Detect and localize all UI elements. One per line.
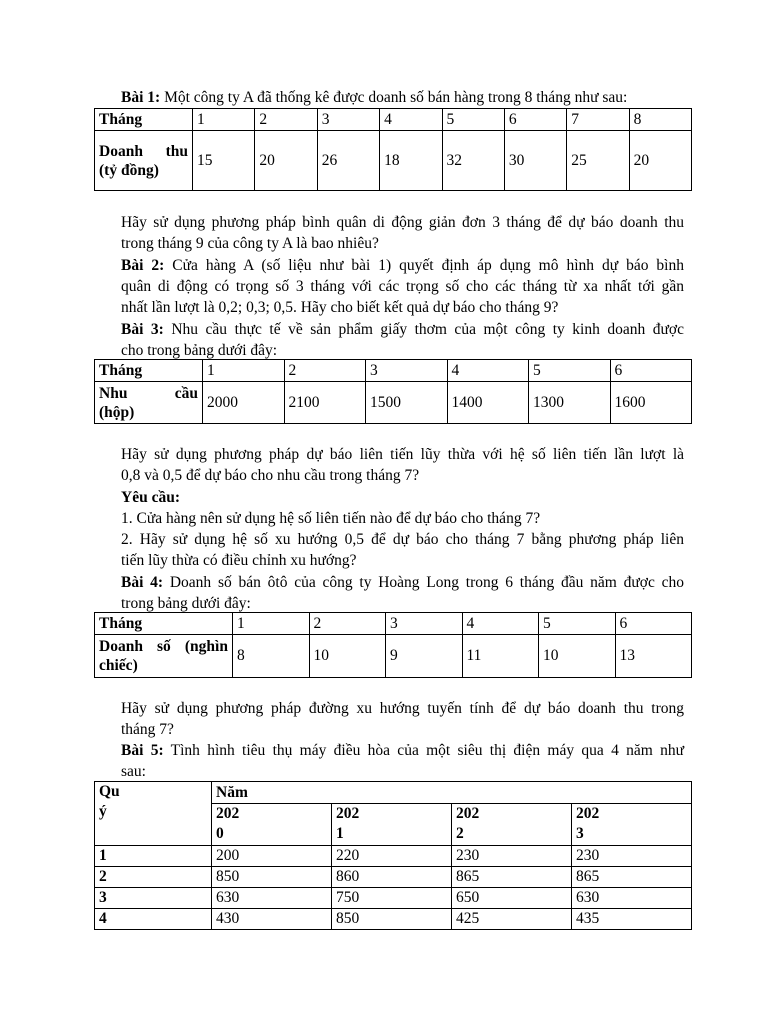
bai5-year (452, 804, 572, 846)
bai5-value: 220 (332, 846, 452, 867)
bai5-value: 230 (452, 846, 572, 867)
bai5-value: 630 (572, 888, 692, 909)
bai2-line1 (121, 255, 684, 276)
bai4-month: 5 (539, 613, 616, 635)
bai1-intro (121, 87, 691, 108)
bai1-value: 18 (380, 131, 442, 191)
bai5-value: 850 (212, 867, 332, 888)
bai3-line2: cho trong bảng dưới đây: (121, 342, 278, 359)
bai5-value: 430 (212, 909, 332, 930)
bai5-value: 850 (332, 909, 452, 930)
bai3-heading: Bài 3: (121, 321, 164, 338)
bai3-value: 2000 (203, 382, 285, 424)
bai3-requirements-heading: Yêu cầu: (121, 489, 180, 506)
bai3-value: 1400 (447, 382, 529, 424)
bai4-value: 8 (233, 635, 310, 678)
bai4-heading: Bài 4: (121, 574, 164, 591)
bai4-question-line2: tháng 7? (121, 721, 174, 738)
bai4-row2-label (95, 635, 233, 678)
bai1-row2-label-c: (tỷ đồng) (99, 161, 159, 179)
bai3-requirement-2-line1: 2. Hãy sử dụng hệ số xu hướng 0,5 để dự báo cho tháng 7 bằng phương pháp liên (121, 531, 684, 548)
bai4-month: 4 (462, 613, 539, 635)
bai5-quy-a: Qu (99, 783, 120, 800)
bai3-month: 4 (447, 360, 529, 382)
bai1-month: 6 (504, 109, 566, 131)
bai1-month: 1 (193, 109, 255, 131)
bai5-value: 230 (572, 846, 692, 867)
bai5-value: 865 (572, 867, 692, 888)
bai4-value: 11 (462, 635, 539, 678)
bai1-month: 5 (442, 109, 504, 131)
bai1-month: 8 (629, 109, 691, 131)
bai5-year-bottom: 2 (456, 825, 464, 842)
bai1-month: 2 (255, 109, 317, 131)
bai3-line1-text: Nhu cầu thực tế về sản phẩm giấy thơm của một công ty kinh doanh được (163, 321, 684, 338)
bai4-value: 9 (386, 635, 463, 678)
bai4-line1 (121, 572, 684, 593)
bai5-value: 865 (452, 867, 572, 888)
bai5-year (212, 804, 332, 846)
bai5-year-top: 202 (576, 805, 600, 822)
bai1-table (94, 108, 692, 191)
bai3-row2-label-c: (hộp) (99, 403, 135, 421)
bai5-nam-header: Năm (212, 782, 692, 804)
bai3-value: 1300 (529, 382, 611, 424)
bai3-table (94, 359, 692, 424)
bai5-year-bottom: 1 (336, 825, 344, 842)
bai3-month: 5 (529, 360, 611, 382)
bai3-question-line1: Hãy sử dụng phương pháp dự báo liên tiến lũy thừa với hệ số liên tiến lần lượt là (121, 446, 684, 463)
bai1-value: 15 (193, 131, 255, 191)
bai1-intro-text: Một công ty A đã thống kê được doanh số bán hàng trong 8 tháng như sau: (160, 89, 628, 106)
bai1-row1-label: Tháng (95, 109, 193, 131)
bai5-year (332, 804, 452, 846)
bai3-row2-label-b: cầu (174, 384, 198, 402)
bai5-value: 435 (572, 909, 692, 930)
bai5-year-top: 202 (336, 805, 360, 822)
bai1-heading: Bài 1: (121, 89, 161, 106)
bai4-value: 10 (309, 635, 386, 678)
table-row (95, 846, 692, 867)
bai3-line1 (121, 319, 684, 340)
bai1-value: 20 (629, 131, 691, 191)
bai3-row2-label-a: Nhu (99, 384, 128, 402)
bai4-value: 10 (539, 635, 616, 678)
bai5-year-bottom: 3 (576, 825, 584, 842)
bai1-question-line2: trong tháng 9 của công ty A là bao nhiêu? (121, 235, 379, 252)
bai1-month: 3 (317, 109, 379, 131)
bai1-value: 25 (567, 131, 629, 191)
bai1-month: 7 (567, 109, 629, 131)
bai2-line3: nhất lần lượt là 0,2; 0,3; 0,5. Hãy cho biết kết quả dự báo cho tháng 9? (121, 299, 559, 316)
bai3-row1-label: Tháng (95, 360, 203, 382)
bai3-month: 3 (366, 360, 448, 382)
table-row (95, 909, 692, 930)
bai5-quy-header (95, 782, 212, 846)
bai5-line1-text: Tình hình tiêu thụ máy điều hòa của một siêu thị điện máy qua 4 năm như (163, 742, 684, 759)
bai4-month: 3 (386, 613, 463, 635)
bai1-value: 30 (504, 131, 566, 191)
bai3-question-line2: 0,8 và 0,5 để dự báo cho nhu cầu trong tháng 7? (121, 467, 420, 484)
bai3-month: 6 (610, 360, 692, 382)
bai5-line2: sau: (121, 763, 146, 780)
bai5-table (94, 781, 692, 930)
bai4-month: 1 (233, 613, 310, 635)
bai4-row1-label: Tháng (95, 613, 233, 635)
bai3-month: 1 (203, 360, 285, 382)
bai2-line1-text: Cửa hàng A (số liệu như bài 1) quyết định áp dụng mô hình dự báo bình (164, 257, 684, 274)
bai4-row2-label-a: Doanh (99, 638, 143, 655)
bai3-value: 1500 (366, 382, 448, 424)
bai4-line2: trong bảng dưới đây: (121, 595, 251, 612)
bai5-value: 650 (452, 888, 572, 909)
bai1-value: 32 (442, 131, 504, 191)
bai5-year-top: 202 (456, 805, 480, 822)
bai5-quy-cell: 4 (95, 909, 212, 930)
table-row (95, 888, 692, 909)
bai2-line2: quân di động có trọng số 3 tháng với các trọng số cho các tháng từ xa nhất tới gần (121, 278, 684, 295)
bai4-row2-label-b: số (157, 638, 171, 655)
bai1-value: 26 (317, 131, 379, 191)
bai3-row2-label (95, 382, 203, 424)
bai1-row2-label-b: thu (165, 142, 188, 160)
bai1-row2-label (95, 131, 193, 191)
bai3-month: 2 (284, 360, 366, 382)
bai5-value: 750 (332, 888, 452, 909)
bai5-year (572, 804, 692, 846)
bai5-quy-b: ý (99, 803, 107, 820)
bai3-value: 2100 (284, 382, 366, 424)
bai4-row2-label-c: (nghìn (184, 638, 228, 655)
bai4-month: 6 (615, 613, 692, 635)
bai5-quy-cell: 3 (95, 888, 212, 909)
bai5-value: 860 (332, 867, 452, 888)
bai5-heading: Bài 5: (121, 742, 164, 759)
bai5-year-top: 202 (216, 805, 240, 822)
table-row (95, 867, 692, 888)
bai4-month: 2 (309, 613, 386, 635)
bai1-month: 4 (380, 109, 442, 131)
bai5-year-bottom: 0 (216, 825, 224, 842)
bai3-requirement-1: 1. Cửa hàng nên sử dụng hệ số liên tiến nào để dự báo cho tháng 7? (121, 510, 541, 527)
bai4-line1-text: Doanh số bán ôtô của công ty Hoàng Long trong 6 tháng đầu năm được cho (163, 574, 684, 591)
bai5-value: 200 (212, 846, 332, 867)
bai5-quy-cell: 2 (95, 867, 212, 888)
bai5-quy-cell: 1 (95, 846, 212, 867)
bai2-heading: Bài 2: (121, 257, 165, 274)
bai1-row2-label-a: Doanh (99, 142, 143, 160)
bai4-value: 13 (615, 635, 692, 678)
bai5-value: 425 (452, 909, 572, 930)
bai1-value: 20 (255, 131, 317, 191)
bai3-requirement-2-line2: tiến lũy thừa có điều chỉnh xu hướng? (121, 552, 357, 569)
bai4-row2-label-d: chiếc) (99, 657, 138, 674)
bai4-question-line1: Hãy sử dụng phương pháp đường xu hướng tuyến tính để dự báo doanh thu trong (121, 700, 684, 717)
bai1-question-line1: Hãy sử dụng phương pháp bình quân di động giản đơn 3 tháng để dự báo doanh thu (121, 214, 684, 231)
bai4-table (94, 612, 692, 678)
bai3-value: 1600 (610, 382, 692, 424)
bai5-value: 630 (212, 888, 332, 909)
bai5-line1 (121, 740, 684, 761)
